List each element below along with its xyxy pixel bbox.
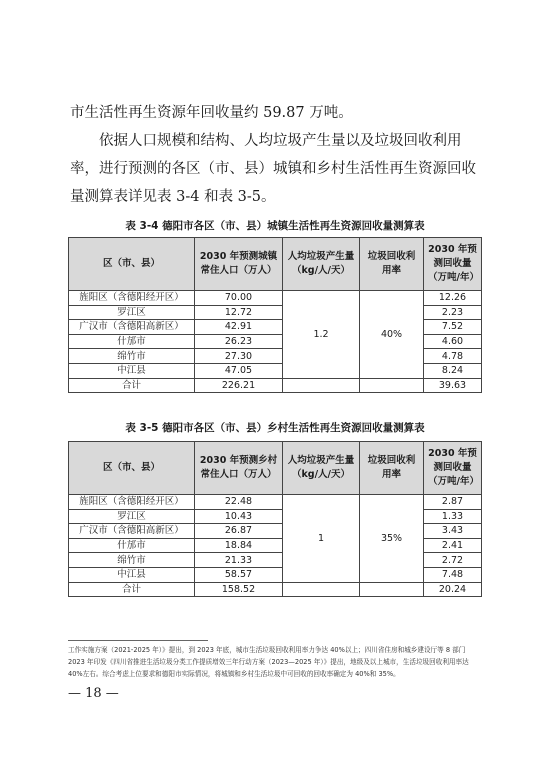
recovery-cell: 4.78 [424, 349, 482, 364]
footnote: 工作实施方案（2021-2025 年）》提出，到 2023 年底，城市生活垃圾回收利用率力争达 40%以上；四川省住房和城乡建设厅等 8 部门 2023 年印发《四川省推进生活垃圾分类工作提质增效三年行动方案（2023—2025 年）》提出，地级及以上城市，生活垃圾回收利用率达 40%左右。综合考虑上位要求和德阳市实际情况，将城镇和乡村生活垃圾中可回收的回收率确定为 40%和 35%。 [68, 646, 469, 678]
population-cell: 158.52 [195, 582, 283, 597]
district-cell: 绵竹市 [69, 349, 195, 364]
population-cell: 21.33 [195, 553, 283, 568]
recycle-rate-cell [360, 582, 424, 597]
paragraph-1: 市生活性再生资源年回收量约 59.87 万吨。 [70, 105, 353, 121]
recovery-cell: 2.41 [424, 538, 482, 553]
recovery-cell: 7.48 [424, 567, 482, 582]
recovery-cell: 39.63 [424, 378, 482, 393]
population-cell: 10.43 [195, 509, 283, 524]
district-cell: 旌阳区（含德阳经开区） [69, 495, 195, 510]
population-cell: 22.48 [195, 495, 283, 510]
population-cell: 47.05 [195, 363, 283, 378]
district-cell: 广汉市（含德阳高新区） [69, 320, 195, 335]
table-row [69, 495, 482, 510]
column-header: 人均垃圾产生量（kg/人/天） [283, 442, 360, 495]
paragraph-2: 依据人口规模和结构、人均垃圾产生量以及垃圾回收利用率，进行预测的各区（市、县）城镇和乡村生活性再生资源回收量测算表详见表 3-4 和表 3-5。 [70, 133, 476, 205]
population-cell: 226.21 [195, 378, 283, 393]
column-header: 2030 年预测回收量（万吨/年） [424, 442, 482, 495]
population-cell: 26.87 [195, 524, 283, 539]
recovery-cell: 8.24 [424, 363, 482, 378]
population-cell: 42.91 [195, 320, 283, 335]
table-header-row [69, 442, 482, 495]
district-cell: 合计 [69, 582, 195, 597]
recycle-rate-cell [360, 378, 424, 393]
per-capita-cell [283, 378, 360, 393]
population-cell: 70.00 [195, 291, 283, 306]
column-header: 垃圾回收利用率 [360, 442, 424, 495]
column-header: 2030 年预测乡村常住人口（万人） [195, 442, 283, 495]
recycle-rate-cell: 35% [360, 495, 424, 583]
district-cell: 什邡市 [69, 538, 195, 553]
column-header: 2030 年预测回收量（万吨/年） [424, 238, 482, 291]
table-3-4 [68, 237, 482, 393]
district-cell: 罗江区 [69, 305, 195, 320]
district-cell: 绵竹市 [69, 553, 195, 568]
district-cell: 罗江区 [69, 509, 195, 524]
table-3-5 [68, 441, 482, 597]
district-cell: 中江县 [69, 363, 195, 378]
recycle-rate-cell: 40% [360, 291, 424, 379]
table-header-row [69, 238, 482, 291]
population-cell: 12.72 [195, 305, 283, 320]
recovery-cell: 2.23 [424, 305, 482, 320]
district-cell: 中江县 [69, 567, 195, 582]
population-cell: 18.84 [195, 538, 283, 553]
footnote-divider [68, 640, 208, 641]
recovery-cell: 12.26 [424, 291, 482, 306]
table-3-5-caption: 表 3-5 德阳市各区（市、县）乡村生活性再生资源回收量测算表 [125, 422, 425, 434]
district-cell: 广汉市（含德阳高新区） [69, 524, 195, 539]
column-header: 区（市、县） [69, 238, 195, 291]
recovery-cell: 4.60 [424, 334, 482, 349]
population-cell: 26.23 [195, 334, 283, 349]
page-number: — 18 — [68, 686, 119, 701]
table-3-4-caption: 表 3-4 德阳市各区（市、县）城镇生活性再生资源回收量测算表 [125, 220, 425, 232]
recovery-cell: 1.33 [424, 509, 482, 524]
column-header: 区（市、县） [69, 442, 195, 495]
column-header: 人均垃圾产生量（kg/人/天） [283, 238, 360, 291]
recovery-cell: 2.87 [424, 495, 482, 510]
column-header: 2030 年预测城镇常住人口（万人） [195, 238, 283, 291]
recovery-cell: 3.43 [424, 524, 482, 539]
recovery-cell: 20.24 [424, 582, 482, 597]
table-total-row [69, 378, 482, 393]
population-cell: 27.30 [195, 349, 283, 364]
per-capita-cell: 1 [283, 495, 360, 583]
population-cell: 58.57 [195, 567, 283, 582]
district-cell: 合计 [69, 378, 195, 393]
district-cell: 旌阳区（含德阳经开区） [69, 291, 195, 306]
table-total-row [69, 582, 482, 597]
per-capita-cell: 1.2 [283, 291, 360, 379]
per-capita-cell [283, 582, 360, 597]
column-header: 垃圾回收利用率 [360, 238, 424, 291]
table-row [69, 291, 482, 306]
recovery-cell: 2.72 [424, 553, 482, 568]
recovery-cell: 7.52 [424, 320, 482, 335]
district-cell: 什邡市 [69, 334, 195, 349]
